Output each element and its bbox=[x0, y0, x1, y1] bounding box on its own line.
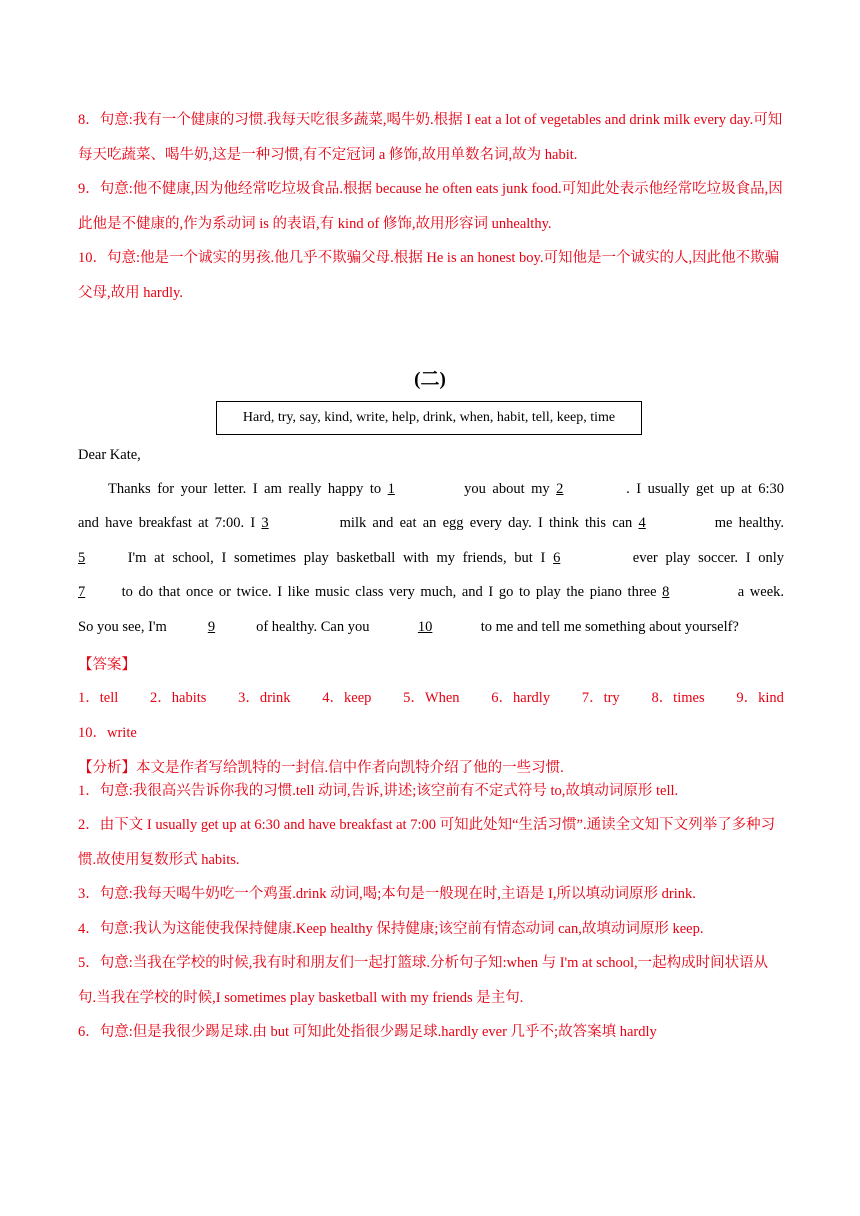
answer-item: 8．times bbox=[651, 690, 705, 706]
answer-item: 5．When bbox=[403, 690, 460, 706]
blank-2: 2 bbox=[556, 481, 564, 497]
blank-1: 1 bbox=[387, 481, 395, 497]
letter-text: I'm at school, I sometimes play basketball with my friends, but I bbox=[127, 550, 546, 566]
letter-line-2 bbox=[78, 515, 784, 532]
letter-text: to me and tell me something about yourself? bbox=[480, 619, 739, 635]
letter-text: milk and eat an egg every day. I think this can bbox=[339, 515, 633, 531]
answer-item: 1．tell bbox=[78, 690, 119, 706]
explanation-8: 8．句意:我有一个健康的习惯.我每天吃很多蔬菜,喝牛奶.根据 I eat a lot of vegetables and drink milk every day.可知每天吃蔬菜、喝牛奶,这是一种习惯,有不定冠词 a 修饰,故用单数名词,故为 habit. bbox=[78, 112, 783, 163]
blank-4: 4 bbox=[638, 515, 646, 531]
explanation-10: 10．句意:他是一个诚实的男孩.他几乎不欺骗父母.根据 He is an honest boy.可知他是一个诚实的人,因此他不欺骗父母,故用 hardly. bbox=[78, 250, 780, 301]
letter-greeting: Dear Kate, bbox=[78, 447, 141, 463]
letter-text: Thanks for your letter. I am really happy to bbox=[108, 481, 382, 497]
letter-line-3 bbox=[78, 550, 784, 567]
letter-text: So you see, I'm bbox=[78, 619, 167, 635]
word-bank-box: Hard, try, say, kind, write, help, drink, when, habit, tell, keep, time bbox=[216, 401, 642, 435]
explanation-1: 1．句意:我很高兴告诉你我的习惯.tell 动词,告诉,讲述;该空前有不定式符号 to,故填动词原形 tell. bbox=[78, 783, 679, 799]
answer-item: 7．try bbox=[581, 690, 620, 706]
letter-text: to do that once or twice. I like music class very much, and I go to play the piano three bbox=[121, 584, 657, 600]
explanation-3: 3．句意:我每天喝牛奶吃一个鸡蛋.drink 动词,喝;本句是一般现在时,主语是 I,所以填动词原形 drink. bbox=[78, 886, 696, 902]
answer-item: 2．habits bbox=[150, 690, 207, 706]
blank-8: 8 bbox=[662, 584, 670, 600]
letter-text: . I usually get up at 6:30 bbox=[626, 481, 785, 497]
letter-text: a week. bbox=[737, 584, 785, 600]
letter-line-1 bbox=[108, 481, 784, 498]
blank-10: 10 bbox=[417, 619, 433, 635]
answers-row bbox=[78, 686, 784, 707]
letter-text: ever play soccer. I only bbox=[632, 550, 785, 566]
blank-9: 9 bbox=[207, 619, 216, 635]
letter-line-5 bbox=[78, 619, 784, 636]
answer-item: 9．kind bbox=[736, 690, 784, 706]
letter-text: and have breakfast at 7:00. I bbox=[78, 515, 256, 531]
explanation-9: 9．句意:他不健康,因为他经常吃垃圾食品.根据 because he often eats junk food.可知此处表示他经常吃垃圾食品,因此他是不健康的,作为系动词 is 的表语,有 kind of 修饰,故用形容词 unhealthy. bbox=[78, 181, 783, 232]
explanation-6: 6．句意:但是我很少踢足球.由 but 可知此处指很少踢足球.hardly ever 几乎不;故答案填 hardly bbox=[78, 1024, 657, 1040]
blank-5: 5 bbox=[78, 550, 86, 566]
letter-text: you about my bbox=[464, 481, 550, 497]
explanation-5: 5．句意:当我在学校的时候,我有时和朋友们一起打篮球.分析句子知:when 与 I'm at school,一起构成时间状语从句.当我在学校的时候,I sometimes play basketball with my friends 是主句. bbox=[78, 955, 769, 1006]
analysis-summary: 【分析】本文是作者写给凯特的一封信.信中作者向凯特介绍了他的一些习惯. bbox=[78, 760, 564, 776]
answer-header: 【答案】 bbox=[78, 657, 136, 673]
explanation-2: 2．由下文 I usually get up at 6:30 and have breakfast at 7:00 可知此处知“生活习惯”.通读全文知下文列举了多种习惯.故使用复数形式 habits. bbox=[78, 817, 776, 868]
answer-item-10: 10．write bbox=[78, 725, 137, 741]
letter-text: of healthy. Can you bbox=[256, 619, 370, 635]
blank-7: 7 bbox=[78, 584, 86, 600]
blank-6: 6 bbox=[553, 550, 561, 566]
letter-line-4 bbox=[78, 584, 784, 601]
explanation-4: 4．句意:我认为这能使我保持健康.Keep healthy 保持健康;该空前有情态动词 can,故填动词原形 keep. bbox=[78, 921, 704, 937]
answer-item: 4．keep bbox=[322, 690, 372, 706]
blank-3: 3 bbox=[261, 515, 269, 531]
section-title: (二) bbox=[414, 369, 446, 390]
answer-item: 3．drink bbox=[238, 690, 291, 706]
letter-text: me healthy. bbox=[714, 515, 785, 531]
answer-item: 6．hardly bbox=[491, 690, 551, 706]
